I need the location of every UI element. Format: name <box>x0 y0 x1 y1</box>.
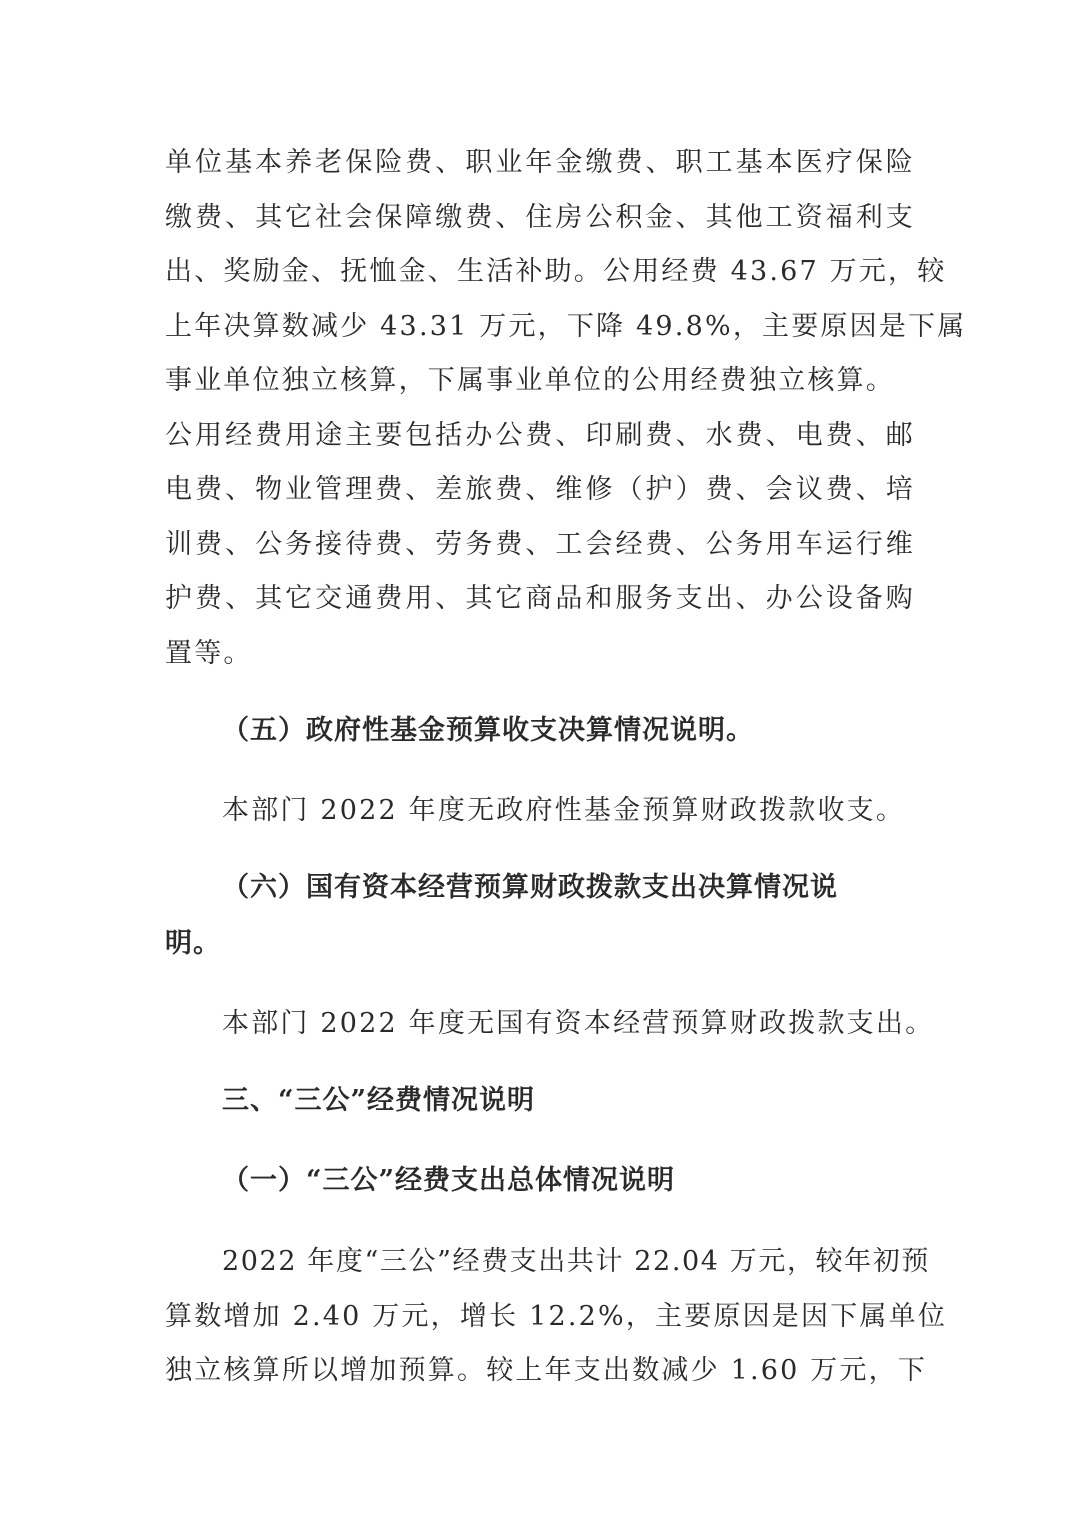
section-body: 本部门 2022 年度无政府性基金预算财政拨款收支。 <box>222 795 906 826</box>
part-heading: 三、“三公”经费情况说明 <box>222 1085 536 1116</box>
paragraph-line: 独立核算所以增加预算。较上年支出数减少 1.60 万元，下 <box>165 1355 928 1386</box>
subsection-heading: （一）“三公”经费支出总体情况说明 <box>222 1165 676 1196</box>
section-heading-continuation: 明。 <box>165 928 221 959</box>
paragraph-line: 算数增加 2.40 万元，增长 12.2%，主要原因是因下属单位 <box>165 1301 948 1332</box>
paragraph-line: 单位基本养老保险费、职业年金缴费、职工基本医疗保险 <box>165 147 915 178</box>
paragraph-line: 电费、物业管理费、差旅费、维修（护）费、会议费、培 <box>165 474 915 505</box>
section-body: 本部门 2022 年度无国有资本经营预算财政拨款支出。 <box>222 1008 935 1039</box>
paragraph-line: 上年决算数减少 43.31 万元，下降 49.8%，主要原因是下属 <box>165 311 967 342</box>
paragraph-line: 置等。 <box>165 638 253 669</box>
paragraph-line: 训费、公务接待费、劳务费、工会经费、公务用车运行维 <box>165 529 915 560</box>
paragraph-line: 公用经费用途主要包括办公费、印刷费、水费、电费、邮 <box>165 420 915 451</box>
section-heading: （六）国有资本经营预算财政拨款支出决算情况说 <box>222 872 838 903</box>
paragraph-line: 出、奖励金、抚恤金、生活补助。公用经费 43.67 万元，较 <box>165 256 947 287</box>
paragraph-line: 2022 年度“三公”经费支出共计 22.04 万元，较年初预 <box>222 1246 930 1277</box>
paragraph-line: 护费、其它交通费用、其它商品和服务支出、办公设备购 <box>165 583 915 614</box>
paragraph-line: 缴费、其它社会保障缴费、住房公积金、其他工资福利支 <box>165 202 915 233</box>
paragraph-line: 事业单位独立核算，下属事业单位的公用经费独立核算。 <box>165 365 895 396</box>
section-heading: （五）政府性基金预算收支决算情况说明。 <box>222 715 754 746</box>
